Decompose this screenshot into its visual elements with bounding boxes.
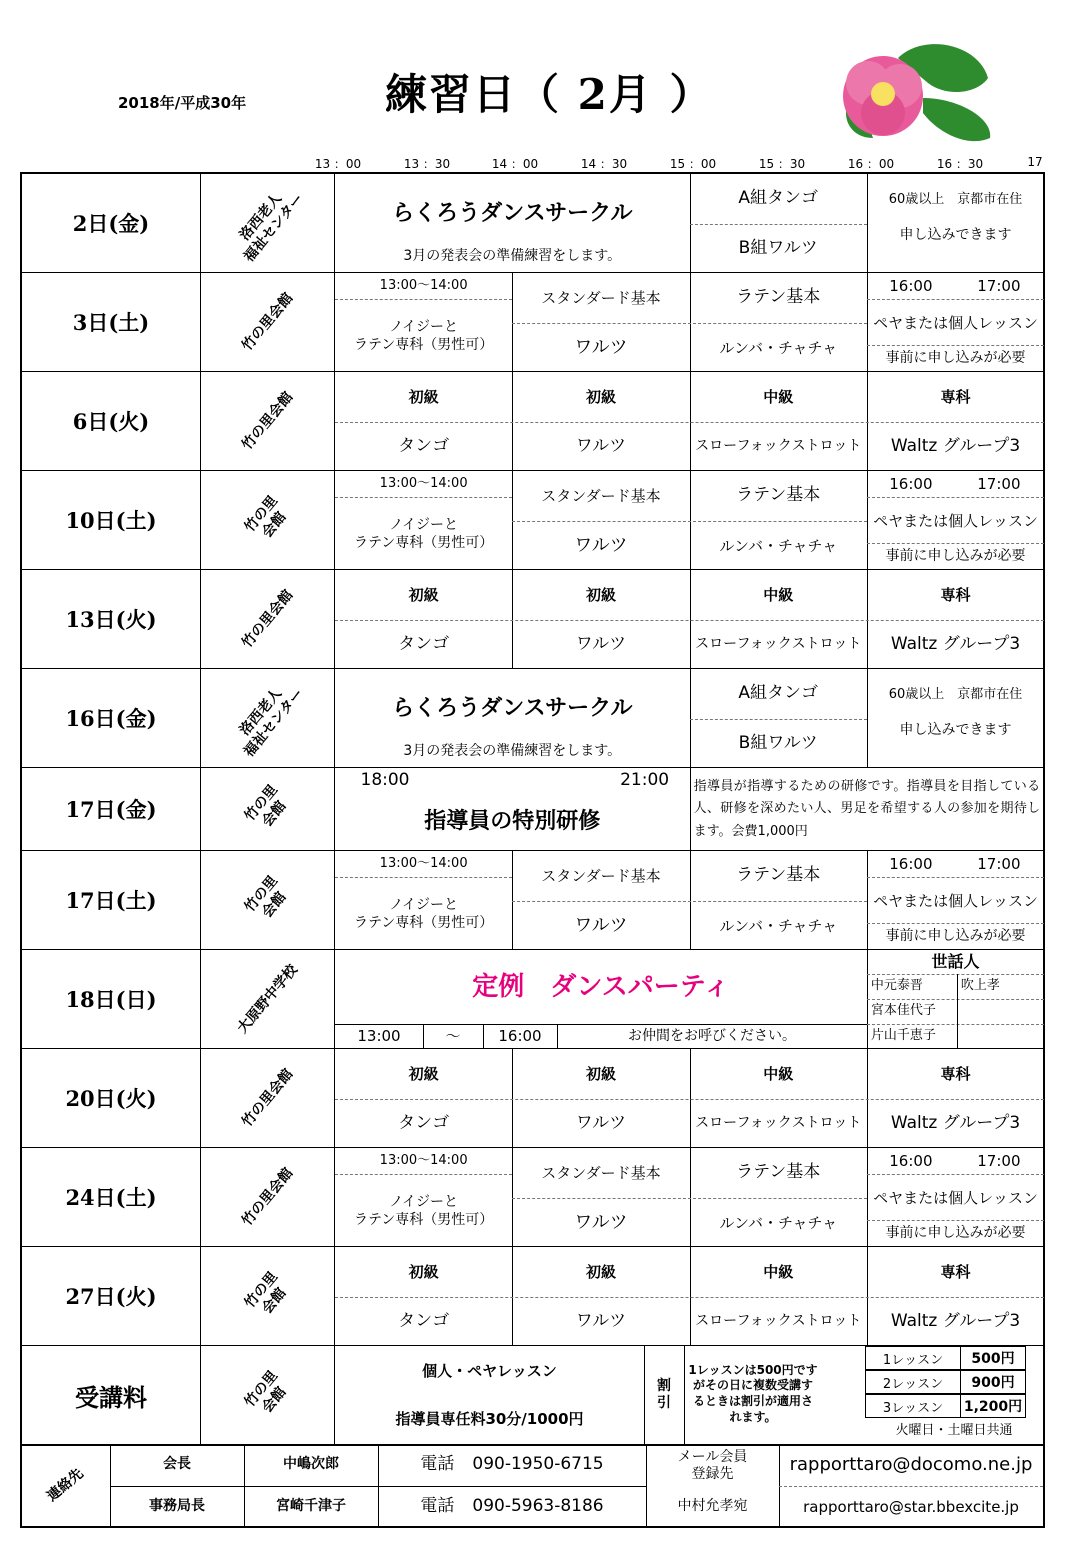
level-header: 初級 — [585, 1262, 616, 1281]
private-lesson: ペヤまたは個人レッスン — [873, 1188, 1038, 1207]
staff-name: 片山千恵子 — [870, 1028, 936, 1044]
start-time: 18:00 — [360, 770, 410, 791]
time-tick: 14 ：00 — [491, 157, 539, 171]
schedule-row — [22, 273, 1043, 372]
rumba-chacha: ルンバ・チャチャ — [719, 338, 838, 357]
reservation-note: 事前に申し込みが必要 — [885, 349, 1026, 366]
fee-subtitle: 指導員専任料30分/1000円 — [395, 1409, 584, 1428]
eligibility: 60歳以上 京都市在住 — [888, 686, 1023, 702]
name-president: 中嶋次郎 — [283, 1456, 339, 1473]
date-cell: 16日(金) — [22, 669, 201, 767]
schedule-row — [22, 570, 1043, 669]
level-header: 初級 — [585, 585, 616, 604]
date-cell: 17日(土) — [22, 851, 201, 949]
dance-class: タンゴ — [398, 634, 450, 655]
apply-note: 申し込みできます — [899, 722, 1012, 739]
time-range: 13:00～14:00 — [379, 855, 468, 871]
circle-note: 3月の発表会の準備練習をします。 — [403, 248, 622, 265]
end-time: 17:00 — [977, 854, 1021, 873]
venue-cell — [201, 669, 335, 767]
page-title: 練習日（ 2月 ） — [385, 70, 714, 119]
time-tick: 14 ：30 — [580, 157, 628, 171]
date-cell: 18日(日) — [22, 950, 201, 1048]
latin-class: ノイジーと ラテン専科（男性可） — [353, 1194, 494, 1228]
tel-number: 090-5963-8186 — [472, 1496, 604, 1517]
standard-basic: スタンダード基本 — [541, 288, 661, 307]
end-time: 16:00 — [498, 1027, 542, 1046]
circle-title: らくろうダンスサークル — [392, 201, 633, 227]
dance-class: Waltz グループ3 — [890, 1311, 1021, 1332]
start-time: 13:00 — [357, 1027, 401, 1046]
venue-cell — [201, 174, 335, 272]
lesson-count: 3レッスン — [865, 1394, 961, 1418]
apply-note: 申し込みできます — [899, 227, 1012, 244]
level-header: 中級 — [763, 387, 794, 406]
date-cell: 27日(火) — [22, 1247, 201, 1345]
role-secretary: 事務局長 — [149, 1498, 205, 1515]
start-time: 16:00 — [889, 854, 933, 873]
date-cell: 2日(金) — [22, 174, 201, 272]
schedule-row — [22, 669, 1043, 768]
group-b: B組ワルツ — [738, 733, 818, 754]
waltz: ワルツ — [574, 534, 628, 556]
latin-basic: ラテン基本 — [736, 1162, 821, 1183]
level-header: 中級 — [763, 1064, 794, 1083]
reservation-note: 事前に申し込みが必要 — [885, 547, 1026, 564]
lesson-price: 500円 — [960, 1346, 1026, 1370]
waltz: ワルツ — [574, 336, 628, 358]
time-tick: 17 — [1027, 155, 1043, 169]
venue-cell — [201, 1247, 335, 1345]
staff-header: 世話人 — [931, 952, 980, 971]
venue-cell — [201, 768, 335, 850]
level-header: 初級 — [585, 1064, 616, 1083]
schedule-row — [22, 768, 1043, 851]
dance-class: タンゴ — [398, 436, 450, 457]
venue-label: 洛西老人 福祉センター — [236, 190, 307, 266]
level-header: 専科 — [940, 585, 971, 604]
circle-note: 3月の発表会の準備練習をします。 — [403, 743, 622, 760]
latin-class: ノイジーと ラテン専科（男性可） — [353, 319, 494, 353]
private-lesson: ペヤまたは個人レッスン — [873, 891, 1038, 910]
staff-name: 宮本佳代子 — [870, 1003, 936, 1019]
date-cell: 13日(火) — [22, 570, 201, 668]
discount-label: 割 引 — [657, 1377, 671, 1411]
schedule-row — [22, 1148, 1043, 1247]
venue-label: 竹の里 会館 — [241, 873, 289, 922]
date-cell: 10日(土) — [22, 471, 201, 569]
level-header: 専科 — [940, 1064, 971, 1083]
lesson-price: 900円 — [960, 1370, 1026, 1394]
dance-class: スローフォックストロット — [695, 1115, 862, 1132]
date-cell: 6日(火) — [22, 372, 201, 470]
venue-cell — [201, 1049, 335, 1147]
time-tick: 13 ：30 — [403, 157, 451, 171]
standard-basic: スタンダード基本 — [541, 866, 661, 885]
email-link[interactable]: rapporttaro@docomo.ne.jp — [789, 1453, 1033, 1475]
schedule-row — [22, 174, 1043, 273]
schedule-table — [20, 172, 1045, 1446]
rumba-chacha: ルンバ・チャチャ — [719, 536, 838, 555]
end-time: 21:00 — [620, 770, 670, 791]
venue-cell — [201, 471, 335, 569]
lesson-count: 2レッスン — [865, 1370, 961, 1394]
time-tick: 13 ：00 — [314, 157, 362, 171]
waltz: ワルツ — [574, 1211, 628, 1233]
dance-class: Waltz グループ3 — [890, 436, 1021, 457]
venue-label: 竹の里会館 — [238, 586, 296, 651]
price-common-note: 火曜日・土曜日共通 — [895, 1422, 1013, 1438]
end-time: 17:00 — [977, 276, 1021, 295]
tilde: ～ — [445, 1027, 461, 1046]
level-header: 専科 — [940, 387, 971, 406]
level-header: 初級 — [408, 585, 439, 604]
venue-cell — [201, 372, 335, 470]
staff-name: 吹上孝 — [960, 978, 1000, 994]
waltz: ワルツ — [574, 914, 628, 936]
level-header: 初級 — [408, 1064, 439, 1083]
price-table — [865, 1346, 1025, 1418]
date-cell: 3日(土) — [22, 273, 201, 371]
special-training-title: 指導員の特別研修 — [424, 808, 601, 834]
group-b: B組ワルツ — [738, 238, 818, 259]
time-range: 13:00～14:00 — [379, 277, 468, 293]
reservation-note: 事前に申し込みが必要 — [885, 927, 1026, 944]
mail-label: メール会員 登録先 — [677, 1448, 748, 1482]
latin-class: ノイジーと ラテン専科（男性可） — [353, 517, 494, 551]
camellia-flower-icon — [828, 38, 993, 150]
dance-class: ワルツ — [575, 1311, 627, 1332]
venue-cell — [201, 273, 335, 371]
role-president: 会長 — [163, 1456, 191, 1473]
venue-cell — [201, 1148, 335, 1246]
mail-to: 中村允孝宛 — [677, 1498, 748, 1515]
reservation-note: 事前に申し込みが必要 — [885, 1224, 1026, 1241]
schedule-row — [22, 950, 1043, 1049]
dance-class: スローフォックストロット — [695, 1313, 862, 1330]
level-header: 初級 — [585, 387, 616, 406]
time-range: 13:00～14:00 — [379, 1152, 468, 1168]
tel-president[interactable] — [378, 1444, 646, 1486]
tel-secretary[interactable] — [378, 1486, 646, 1528]
start-time: 16:00 — [889, 1151, 933, 1170]
dance-class: Waltz グループ3 — [890, 634, 1021, 655]
dance-class: スローフォックストロット — [695, 636, 862, 653]
venue-label: 竹の里 会館 — [241, 493, 289, 542]
tel-label: 電話 — [420, 1496, 455, 1517]
date-cell: 17日(金) — [22, 768, 201, 850]
schedule-row — [22, 1049, 1043, 1148]
schedule-row — [22, 1247, 1043, 1346]
time-tick: 15 ：00 — [669, 157, 717, 171]
venue-cell — [201, 570, 335, 668]
standard-basic: スタンダード基本 — [541, 486, 661, 505]
dance-class: ワルツ — [575, 1113, 627, 1134]
dance-class: タンゴ — [398, 1311, 450, 1332]
level-header: 初級 — [408, 1262, 439, 1281]
private-lesson: ペヤまたは個人レッスン — [873, 511, 1038, 530]
contact-section — [20, 1444, 1045, 1528]
venue-label: 竹の里会館 — [238, 289, 296, 354]
start-time: 16:00 — [889, 276, 933, 295]
dance-class: ワルツ — [575, 436, 627, 457]
level-header: 中級 — [763, 1262, 794, 1281]
dance-class: ワルツ — [575, 634, 627, 655]
start-time: 16:00 — [889, 474, 933, 493]
eligibility: 60歳以上 京都市在住 — [888, 191, 1023, 207]
fee-title: 個人・ペヤレッスン — [422, 1361, 557, 1380]
group-a: A組タンゴ — [738, 188, 819, 209]
venue-cell — [201, 851, 335, 949]
level-header: 中級 — [763, 585, 794, 604]
latin-basic: ラテン基本 — [736, 287, 821, 308]
schedule-row — [22, 851, 1043, 950]
lesson-price: 1,200円 — [960, 1394, 1026, 1418]
time-axis — [0, 155, 1071, 171]
venue-label: 洛西老人 福祉センター — [236, 685, 307, 761]
time-range: 13:00～14:00 — [379, 475, 468, 491]
latin-class: ノイジーと ラテン専科（男性可） — [353, 897, 494, 931]
invite-note: お仲間をお呼びください。 — [628, 1027, 796, 1044]
time-tick: 16 ：00 — [847, 157, 895, 171]
end-time: 17:00 — [977, 474, 1021, 493]
venue-cell — [201, 1346, 335, 1444]
venue-label: 竹の里 会館 — [241, 1368, 289, 1417]
fee-label: 受講料 — [22, 1346, 201, 1444]
venue-label: 竹の里 会館 — [241, 1269, 289, 1318]
rumba-chacha: ルンバ・チャチャ — [719, 1213, 838, 1232]
venue-label: 竹の里会館 — [238, 388, 296, 453]
discount-note: 1レッスンは500円ですがその日に複数受講するときは割引が適用されます。 — [688, 1362, 818, 1424]
date-cell: 20日(火) — [22, 1049, 201, 1147]
fee-row — [22, 1346, 1043, 1444]
venue-cell — [201, 950, 335, 1048]
lesson-count: 1レッスン — [865, 1346, 961, 1370]
standard-basic: スタンダード基本 — [541, 1163, 661, 1182]
training-description: 指導員が指導するための研修です。指導員を目指している人、研修を深めたい人、男足を希望する人の参加を期待します。会費1,000円 — [693, 779, 1041, 839]
tel-label: 電話 — [420, 1454, 455, 1475]
venue-label: 竹の里会館 — [238, 1065, 296, 1130]
private-lesson: ペヤまたは個人レッスン — [873, 313, 1038, 332]
time-tick: 15 ：30 — [758, 157, 806, 171]
staff-name: 中元泰晋 — [870, 978, 923, 994]
year-label: 2018年/平成30年 — [118, 94, 247, 112]
venue-label: 大原野中学校 — [234, 961, 301, 1037]
rumba-chacha: ルンバ・チャチャ — [719, 916, 838, 935]
date-cell: 24日(土) — [22, 1148, 201, 1246]
level-header: 初級 — [408, 387, 439, 406]
level-header: 専科 — [940, 1262, 971, 1281]
schedule-row — [22, 372, 1043, 471]
dance-class: タンゴ — [398, 1113, 450, 1134]
dance-class: スローフォックストロット — [695, 438, 862, 455]
venue-label: 竹の里 会館 — [241, 782, 289, 831]
latin-basic: ラテン基本 — [736, 485, 821, 506]
name-secretary: 宮崎千津子 — [276, 1498, 346, 1515]
dance-party-title: 定例 ダンスパーティ — [472, 971, 730, 1002]
group-a: A組タンゴ — [738, 683, 819, 704]
schedule-row — [22, 471, 1043, 570]
time-tick: 16 ：30 — [936, 157, 984, 171]
end-time: 17:00 — [977, 1151, 1021, 1170]
venue-label: 竹の里会館 — [238, 1164, 296, 1229]
contact-label: 連絡先 — [44, 1465, 87, 1506]
latin-basic: ラテン基本 — [736, 865, 821, 886]
circle-title: らくろうダンスサークル — [392, 696, 633, 722]
dance-class: Waltz グループ3 — [890, 1113, 1021, 1134]
tel-number: 090-1950-6715 — [472, 1454, 604, 1475]
email-link[interactable]: rapporttaro@star.bbexcite.jp — [803, 1497, 1019, 1516]
